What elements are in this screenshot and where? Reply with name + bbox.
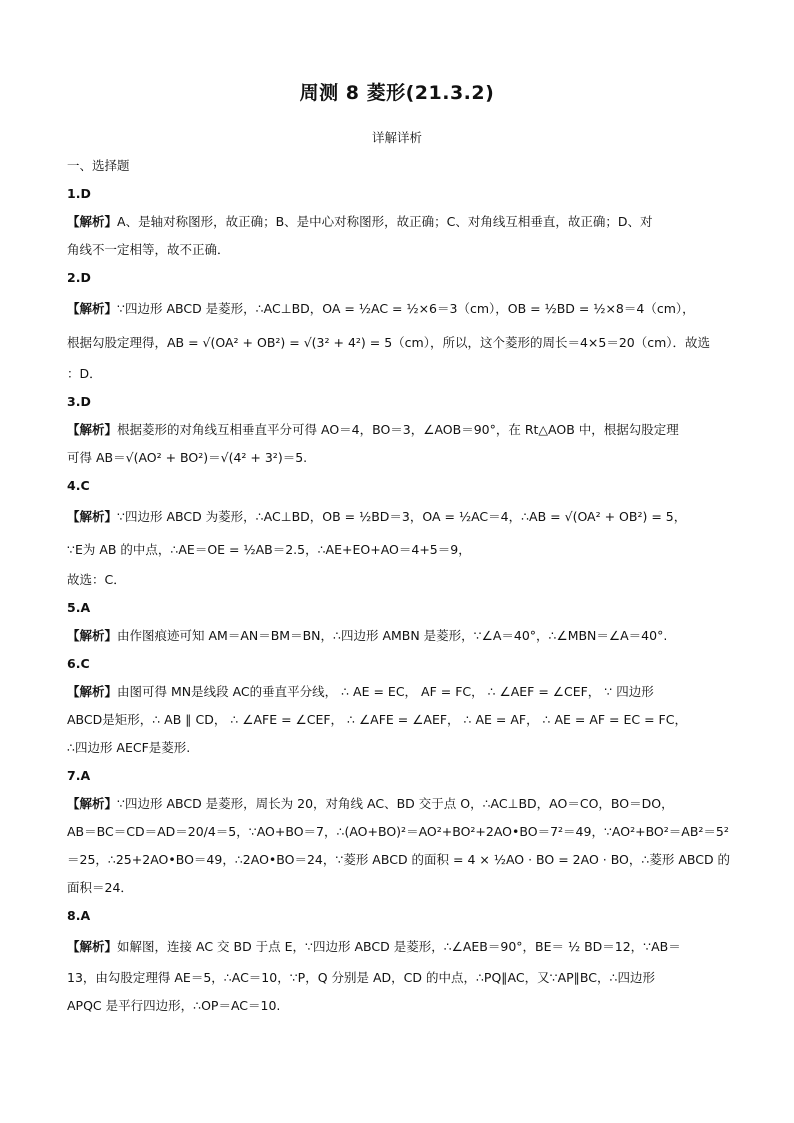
explanation-tag: 【解析】 — [67, 422, 118, 437]
explanation-line: 【解析】∵四边形 ABCD 是菱形，周长为 20，对角线 AC、BD 交于点 O，∴AC⊥BD，AO＝CO，BO＝DO， — [67, 796, 674, 811]
answer-item-5 — [67, 594, 727, 650]
answer-number: 3.D — [67, 394, 91, 409]
explanation-line: 【解析】A、是轴对称图形，故正确；B、是中心对称图形，故正确；C、对角线互相垂直，故正确；D、对 — [67, 214, 653, 229]
explanation-line: 【解析】∵四边形 ABCD 是菱形，∴AC⊥BD，OA = ½AC = ½×6＝3（cm），OB = ½BD = ½×8＝4（cm）， — [67, 301, 695, 316]
explanation-tag: 【解析】 — [67, 796, 118, 811]
answer-item-8 — [67, 902, 727, 1020]
explanation-tag: 【解析】 — [67, 301, 118, 316]
answer-number: 5.A — [67, 600, 91, 615]
answer-number: 1.D — [67, 186, 91, 201]
explanation-line: 面积＝24． — [67, 880, 133, 895]
explanation-line: 13，由勾股定理得 AE＝5，∴AC＝10，∵P，Q 分别是 AD，CD 的中点，∴PQ∥AC，又∵AP∥BC，∴四边形 — [67, 970, 655, 985]
explanation-line: ∴四边形 AECF是菱形. — [67, 740, 191, 755]
explanation-line: 【解析】根据菱形的对角线互相垂直平分可得 AO＝4，BO＝3，∠AOB＝90°，在 Rt△AOB 中，根据勾股定理 — [67, 422, 679, 437]
answer-item-6 — [67, 650, 727, 762]
page-title: 周测 8 菱形(21.3.2) — [299, 82, 495, 104]
explanation-line: 【解析】如解图，连接 AC 交 BD 于点 E，∵四边形 ABCD 是菱形，∴∠AEB＝90°，BE＝ ½ BD＝12，∵AB＝ — [67, 939, 681, 954]
explanation-line: 可得 AB＝√(AO² + BO²)＝√(4² + 3²)＝5. — [67, 450, 308, 465]
explanation-line: ∵E为 AB 的中点，∴AE＝OE = ½AB＝2.5，∴AE+EO+AO＝4+5＝9， — [67, 542, 471, 557]
explanation-tag: 【解析】 — [67, 628, 118, 643]
explanation-line: 故选：C． — [67, 572, 126, 587]
section-heading: 一、选择题 — [67, 158, 130, 173]
explanation-tag: 【解析】 — [67, 214, 118, 229]
explanation-line: ABCD是矩形，∴ AB ∥ CD， ∴ ∠AFE = ∠CEF， ∴ ∠AFE = ∠AEF， ∴ AE = AF， ∴ AE = AF = EC = FC， — [67, 712, 687, 727]
answer-number: 4.C — [67, 478, 90, 493]
explanation-line: AB＝BC＝CD＝AD＝20/4＝5，∵AO+BO＝7，∴(AO+BO)²＝AO²+BO²+2AO•BO＝7²＝49，∵AO²+BO²＝AB²＝5² — [67, 824, 729, 839]
explanation-tag: 【解析】 — [67, 684, 118, 699]
answer-item-2 — [67, 264, 727, 388]
explanation-line: ：D． — [67, 366, 102, 381]
explanation-line: 【解析】由图可得 MN是线段 AC的垂直平分线， ∴ AE = EC， AF = FC， ∴ ∠AEF = ∠CEF， ∵ 四边形 — [67, 684, 654, 699]
answer-number: 7.A — [67, 768, 91, 783]
explanation-line: 角线不一定相等，故不正确． — [67, 242, 230, 257]
explanation-line: 【解析】∵四边形 ABCD 为菱形，∴AC⊥BD，OB = ½BD＝3，OA = ½AC＝4，∴AB = √(OA² + OB²) = 5， — [67, 509, 687, 524]
answer-item-1 — [67, 180, 727, 264]
explanation-tag: 【解析】 — [67, 939, 118, 954]
explanation-line: 根据勾股定理得，AB = √(OA² + OB²) = √(3² + 4²) = 5（cm），所以，这个菱形的周长＝4×5＝20（cm）．故选 — [67, 335, 711, 350]
answer-number: 6.C — [67, 656, 90, 671]
answer-number: 8.A — [67, 908, 91, 923]
answer-item-7 — [67, 762, 731, 902]
page-subtitle: 详解详析 — [371, 130, 422, 145]
answer-item-4 — [67, 472, 727, 594]
answer-item-3 — [67, 388, 727, 472]
explanation-line: 【解析】由作图痕迹可知 AM＝AN＝BM＝BN，∴四边形 AMBN 是菱形，∵∠A＝40°，∴∠MBN＝∠A＝40°. — [67, 628, 668, 643]
answer-number: 2.D — [67, 270, 91, 285]
explanation-line: ＝25，∴25+2AO•BO＝49，∴2AO•BO＝24，∵菱形 ABCD 的面积 = 4 × ½AO · BO = 2AO · BO，∴菱形 ABCD 的 — [67, 852, 731, 867]
explanation-tag: 【解析】 — [67, 509, 118, 524]
answer-content — [67, 152, 731, 1020]
explanation-line: APQC 是平行四边形，∴OP＝AC＝10. — [67, 998, 281, 1013]
